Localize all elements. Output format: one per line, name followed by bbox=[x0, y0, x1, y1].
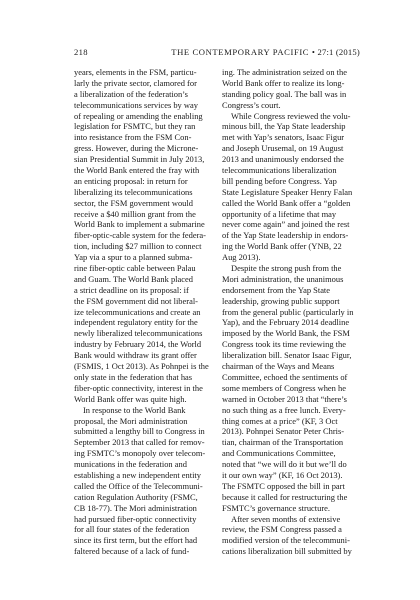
text-line: larly the private sector, clamored for bbox=[74, 77, 197, 88]
text-line: an enticing proposal: in return for bbox=[74, 175, 188, 186]
text-line: Congress’s court. bbox=[222, 99, 281, 110]
text-line: establishing a new independent entity bbox=[74, 469, 201, 480]
text-line: imposed by the World Bank, the FSM bbox=[222, 328, 350, 339]
text-line: rine fiber-optic cable between Palau bbox=[74, 263, 196, 274]
text-line: ize telecommunications and create an bbox=[74, 306, 201, 317]
text-line: met with Yap’s senators, Isaac Figur bbox=[222, 132, 345, 143]
text-line: since its first term, but the effort had bbox=[74, 535, 198, 546]
text-line: September 2013 that called for remov- bbox=[74, 437, 205, 448]
text-line: faltered because of a lack of fund- bbox=[74, 546, 190, 557]
text-line: review, the FSM Congress passed a bbox=[222, 524, 342, 535]
text-line: modified version of the telecommuni- bbox=[222, 535, 350, 546]
text-line: newly liberalized telecommunications bbox=[74, 328, 203, 339]
text-line: cation Regulation Authority (FSMC, bbox=[74, 491, 198, 502]
text-line: thing comes at a price” (KF, 3 Oct bbox=[222, 415, 338, 426]
text-line: CB 18-77). The Mori administration bbox=[74, 502, 197, 513]
text-line: gress. However, during the Microne- bbox=[74, 143, 199, 154]
text-line: Bank would withdraw its grant offer bbox=[74, 350, 197, 361]
journal-name: THE CONTEMPORARY PACIFIC bbox=[171, 47, 310, 57]
text-line: 2013). Pohnpei Senator Peter Chris- bbox=[222, 426, 345, 437]
text-line: FSMTC’s governance structure. bbox=[222, 502, 331, 513]
text-line: sector, the FSM government would bbox=[74, 197, 193, 208]
text-line: years, elements in the FSM, particu- bbox=[74, 67, 197, 77]
text-line: munications in the federation and bbox=[74, 459, 187, 470]
text-line: only state in the federation that has bbox=[74, 371, 193, 382]
left-text-column bbox=[74, 67, 212, 557]
text-line: World Bank offer was quite high. bbox=[74, 393, 187, 404]
text-line: Despite the strong push from the bbox=[231, 263, 342, 274]
text-line: Mori administration, the unanimous bbox=[222, 273, 344, 284]
text-line: the FSM government did not liberal- bbox=[74, 295, 198, 306]
text-line: no such thing as a free lunch. Every- bbox=[222, 404, 346, 415]
text-line: tion, including $27 million to connect bbox=[74, 241, 202, 252]
text-line: and Guam. The World Bank placed bbox=[74, 273, 193, 284]
text-line: Congress took its time reviewing the bbox=[222, 339, 346, 350]
text-line: submitted a lengthy bill to Congress in bbox=[74, 426, 205, 437]
text-line: World Bank offer to realize its long- bbox=[222, 77, 345, 88]
text-line: of the Yap State leadership in endors- bbox=[222, 230, 349, 241]
running-head bbox=[74, 47, 360, 61]
text-line: some members of Congress when he bbox=[222, 382, 346, 393]
text-line: In response to the World Bank bbox=[83, 404, 186, 415]
text-line: had pursued fiber-optic connectivity bbox=[74, 513, 197, 524]
text-line: ing FSMTC’s monopoly over telecom- bbox=[74, 448, 206, 459]
right-text-column bbox=[222, 67, 360, 557]
text-line: cations liberalization bill submitted by bbox=[222, 546, 352, 557]
text-line: receive a $40 million grant from the bbox=[74, 208, 196, 219]
text-line: liberalization bill. Senator Isaac Figur, bbox=[222, 350, 352, 361]
text-line: endorsement from the Yap State bbox=[222, 284, 331, 295]
text-line: leadership, growing public support bbox=[222, 295, 340, 306]
text-line: State Legislature Speaker Henry Falan bbox=[222, 186, 353, 197]
text-line: warned in October 2013 that “there’s bbox=[222, 393, 347, 404]
text-line: from the general public (particularly in bbox=[222, 306, 354, 317]
journal-title bbox=[171, 47, 360, 57]
text-line: The FSMTC opposed the bill in part bbox=[222, 480, 345, 491]
text-line: of repealing or amending the enabling bbox=[74, 110, 203, 121]
text-line: legislation for FSMTC, but they ran bbox=[74, 121, 196, 132]
text-line: After seven months of extensive bbox=[231, 513, 341, 524]
text-line: tian, chairman of the Transportation bbox=[222, 437, 344, 448]
text-line: industry by February 2014, the World bbox=[74, 339, 202, 350]
text-line: noted that “we will do it but we’ll do bbox=[222, 459, 347, 470]
text-line: Committee, echoed the sentiments of bbox=[222, 371, 348, 382]
text-line: the World Bank entered the fray with bbox=[74, 165, 200, 176]
text-line: Yap), and the February 2014 deadline bbox=[222, 317, 350, 328]
text-line: and Joseph Urusemal, on 19 August bbox=[222, 143, 344, 154]
text-line: called the Office of the Telecommuni- bbox=[74, 480, 203, 491]
text-line: telecommunications liberalization bbox=[222, 165, 337, 176]
text-line: and Communications Committee, bbox=[222, 448, 336, 459]
text-line: a liberalization of the federation’s bbox=[74, 88, 188, 99]
text-line: telecommunications services by way bbox=[74, 99, 198, 110]
text-line: Yap via a spur to a planned subma- bbox=[74, 252, 193, 263]
text-line: chairman of the Ways and Means bbox=[222, 361, 335, 372]
text-line: opportunity of a lifetime that may bbox=[222, 208, 337, 219]
page-number: 218 bbox=[74, 47, 88, 57]
text-line: World Bank to implement a submarine bbox=[74, 219, 205, 230]
text-line: minous bill, the Yap State leadership bbox=[222, 121, 346, 132]
text-line: 2013 and unanimously endorsed the bbox=[222, 154, 344, 165]
text-line: because it called for restructuring the bbox=[222, 491, 348, 502]
text-line: bill pending before Congress. Yap bbox=[222, 175, 337, 186]
text-line: (FSMIS, 1 Oct 2013). As Pohnpei is the bbox=[74, 361, 209, 372]
text-line: While Congress reviewed the volu- bbox=[231, 110, 351, 121]
text-line: standing policy goal. The ball was in bbox=[222, 88, 347, 99]
text-line: sian Presidential Summit in July 2013, bbox=[74, 154, 205, 165]
text-line: for all four states of the federation bbox=[74, 524, 190, 535]
text-line: a strict deadline on its proposal: if bbox=[74, 284, 189, 295]
issue-number: • 27:1 (2015) bbox=[311, 47, 360, 57]
text-line: ing the World Bank offer (YNB, 22 bbox=[222, 241, 342, 252]
text-line: fiber-optic-cable system for the federa- bbox=[74, 230, 206, 241]
text-line: proposal, the Mori administration bbox=[74, 415, 188, 426]
text-line: Aug 2013). bbox=[222, 252, 261, 263]
text-line: independent regulatory entity for the bbox=[74, 317, 198, 328]
text-line: fiber-optic connectivity, interest in the bbox=[74, 382, 203, 393]
text-line: never come again” and joined the rest bbox=[222, 219, 350, 230]
text-line: liberalizing its telecommunications bbox=[74, 186, 193, 197]
text-line: it our own way” (KF, 16 Oct 2013). bbox=[222, 469, 343, 480]
text-line: called the World Bank offer a “golden bbox=[222, 197, 351, 208]
text-line: ing. The administration seized on the bbox=[222, 67, 347, 77]
text-line: into resistance from the FSM Con- bbox=[74, 132, 192, 143]
